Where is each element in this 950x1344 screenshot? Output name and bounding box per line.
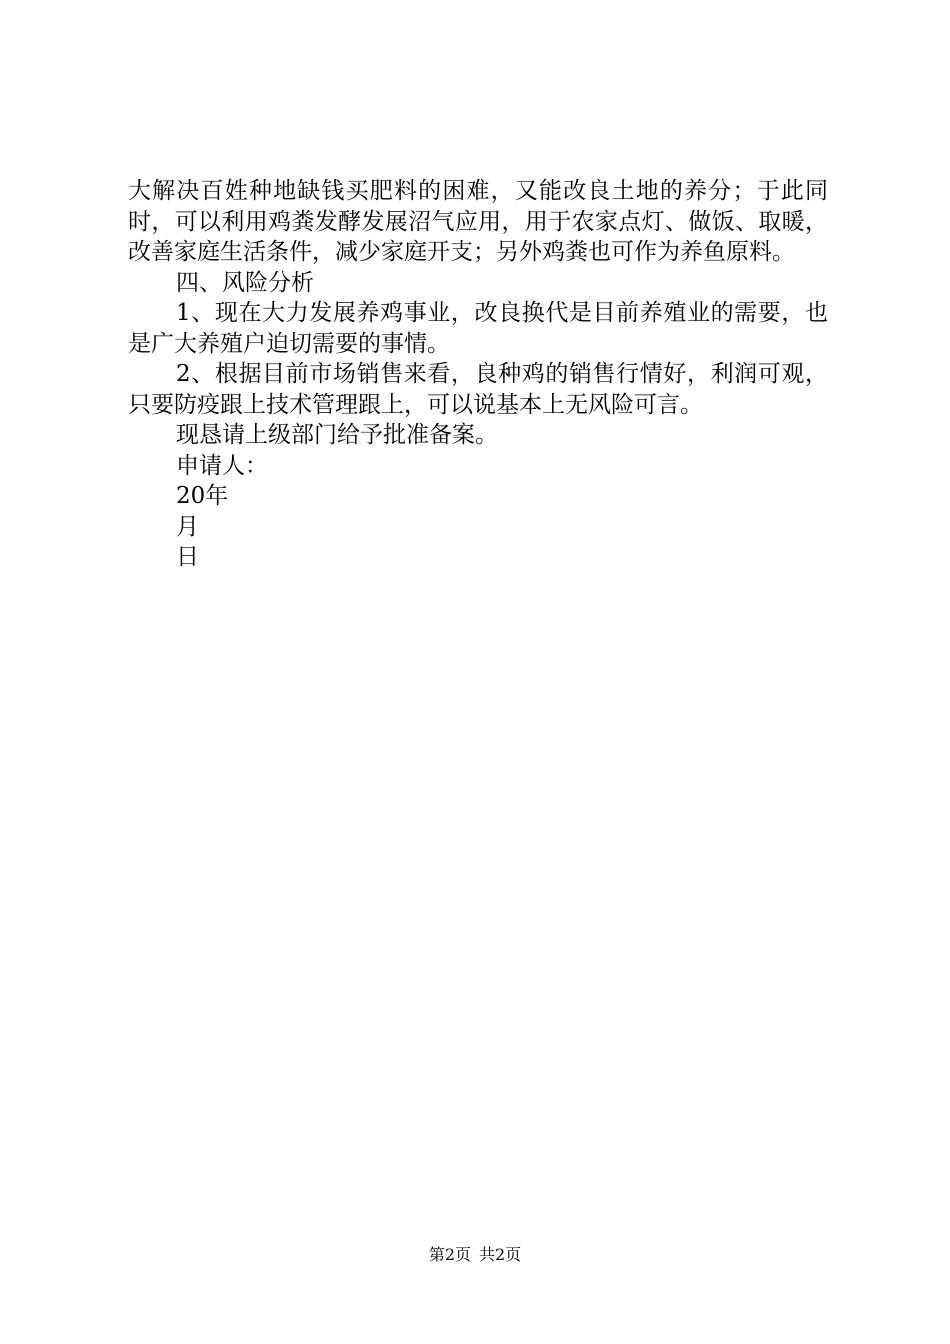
applicant-label: 申请人： <box>176 452 268 479</box>
date-month: 月 <box>176 513 199 540</box>
document-body <box>128 176 828 573</box>
section-heading-risk-analysis: 四、风险分析 <box>176 269 314 296</box>
date-day: 日 <box>176 544 199 570</box>
page-number-total: 共2页 <box>479 1245 522 1264</box>
page-number-current: 第2页 <box>428 1245 471 1264</box>
paragraph-approval-request: 现恳请上级部门给予批准备案。 <box>176 422 498 448</box>
page-footer <box>0 1245 950 1265</box>
paragraph-risk-point-1: 1、现在大力发展养鸡事业，改良换代是目前养殖业的需要，也是广大养殖户迫切需要的事情。 <box>128 300 828 357</box>
paragraph-manure-benefits: 大解决百姓种地缺钱买肥料的困难，又能改良土地的养分；于此同时，可以利用鸡粪发酵发展沼气应用，用于农家点灯、做饭、取暖，改善家庭生活条件，减少家庭开支；另外鸡粪也可作为养鱼原料。 <box>128 178 828 265</box>
paragraph-risk-point-2: 2、根据目前市场销售来看，良种鸡的销售行情好，利润可观，只要防疫跟上技术管理跟上，可以说基本上无风险可言。 <box>128 361 828 418</box>
date-year: 20年 <box>176 483 229 509</box>
